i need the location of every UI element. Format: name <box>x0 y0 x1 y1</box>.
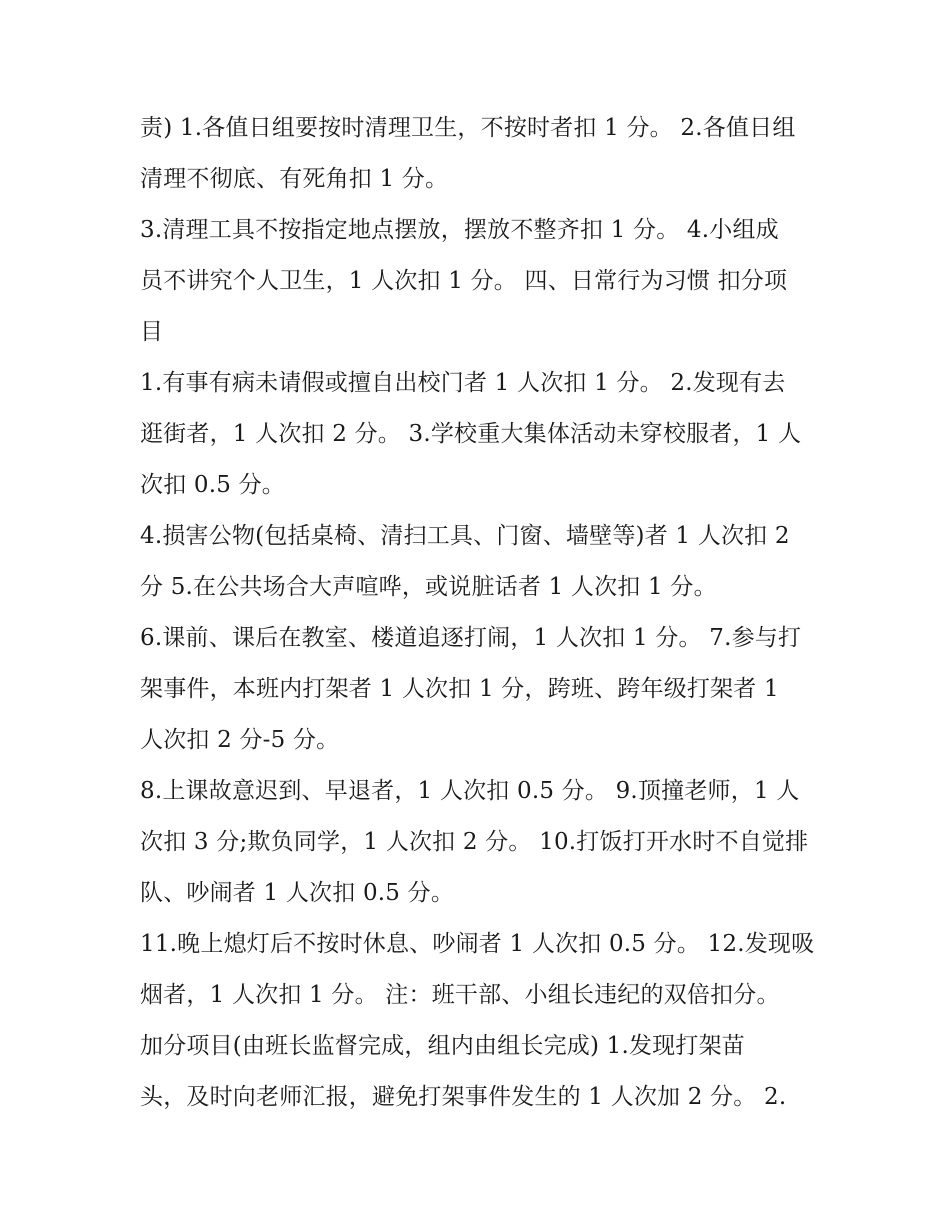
text-line: 队、吵闹者 1 人次扣 0.5 分。 <box>140 880 455 906</box>
text-line: 逛街者，1 人次扣 2 分。 3.学校重大集体活动未穿校服者，1 人 <box>140 421 802 447</box>
text-line: 目 <box>140 319 164 345</box>
text-line: 6.课前、课后在教室、楼道追逐打闹，1 人次扣 1 分。 7.参与打 <box>140 625 802 651</box>
text-line: 头，及时向老师汇报，避免打架事件发生的 1 人次加 2 分。 2. <box>140 1084 787 1110</box>
text-line: 责) 1.各值日组要按时清理卫生，不按时者扣 1 分。 2.各值日组 <box>140 115 796 141</box>
text-line: 3.清理工具不按指定地点摆放，摆放不整齐扣 1 分。 4.小组成 <box>140 217 779 243</box>
text-line: 1.有事有病未请假或擅自出校门者 1 人次扣 1 分。 2.发现有去 <box>140 370 786 396</box>
text-line: 烟者，1 人次扣 1 分。 注：班干部、小组长违纪的双倍扣分。 <box>140 982 780 1008</box>
text-line: 8.上课故意迟到、早退者，1 人次扣 0.5 分。 9.顶撞老师，1 人 <box>140 778 800 804</box>
text-line: 次扣 0.5 分。 <box>140 472 285 498</box>
text-line: 加分项目(由班长监督完成，组内由组长完成) 1.发现打架苗 <box>140 1033 746 1059</box>
text-line: 清理不彻底、有死角扣 1 分。 <box>140 166 449 192</box>
text-line: 员不讲究个人卫生，1 人次扣 1 分。 四、日常行为习惯 扣分项 <box>140 268 788 294</box>
text-line: 人次扣 2 分-5 分。 <box>140 727 340 753</box>
text-line: 分 5.在公共场合大声喧哗，或说脏话者 1 人次扣 1 分。 <box>140 574 717 600</box>
text-line: 11.晚上熄灯后不按时休息、吵闹者 1 人次扣 0.5 分。 12.发现吸 <box>140 931 815 957</box>
text-line: 4.损害公物(包括桌椅、清扫工具、门窗、墙壁等)者 1 人次扣 2 <box>140 523 790 549</box>
text-line: 次扣 3 分;欺负同学，1 人次扣 2 分。 10.打饭打开水时不自觉排 <box>140 829 809 855</box>
document-body <box>140 103 820 1123</box>
text-line: 架事件，本班内打架者 1 人次扣 1 分，跨班、跨年级打架者 1 <box>140 676 779 702</box>
